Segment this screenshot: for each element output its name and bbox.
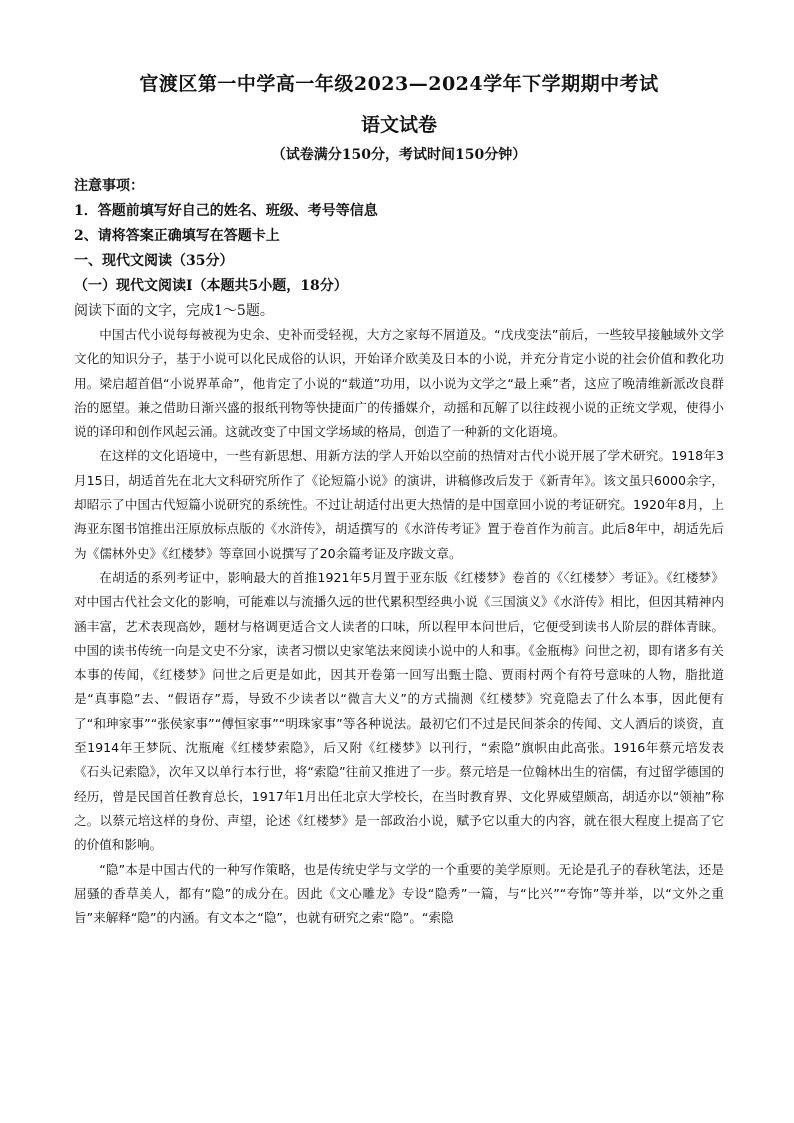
section-instruction: 阅读下面的文字，完成1～5题。	[74, 303, 274, 319]
section-subheading: （一）现代文阅读Ⅰ（本题共5小题，18分）	[74, 278, 348, 294]
notice-item-2: 2、请将答案正确填写在答题卡上	[74, 228, 280, 244]
passage-paragraph-2: 在这样的文化语境中，一些有新思想、用新方法的学人开始以空前的热情对古代小说开展了学术研究。1918年3月15日，胡适首先在北大文科研究所作了《论短篇小说》的演讲，讲稿修改后发于《新青年》。该文虽只6000余字，却昭示了中国古代短篇小说研究的系统性。不过让胡适付出更大热情的是中国章回小说的考证研究。1920年8月，上海亚东图书馆推出汪原放标点版的《水浒传》，胡适撰写的《水浒传考证》置于卷首作为前言。此后8年中，胡适先后为《儒林外史》《红楼梦》等章回小说撰写了20余篇考证及序跋文章。	[74, 448, 724, 561]
notice-heading: 注意事项：	[74, 178, 144, 194]
exam-subject: 语文试卷	[360, 114, 437, 136]
reading-passage	[74, 323, 724, 930]
notice-item-1: 1．答题前填写好自己的姓名、班级、考号等信息	[74, 203, 378, 219]
exam-meta: （试卷满分150分，考试时间150分钟）	[271, 147, 527, 163]
section-heading: 一、现代文阅读（35分）	[74, 253, 234, 269]
passage-paragraph-1: 中国古代小说每每被视为史余、史补而受轻视，大方之家每不屑道及。“戊戌变法”前后，一些较早接触域外文学文化的知识分子，基于小说可以化民成俗的认识，开始译介欧美及日本的小说，并充分肯定小说的社会价值和教化功用。梁启超首倡“小说界革命”，他肯定了小说的“载道”功用，以小说为文学之“最上乘”者，这应了晚清维新派改良群治的愿望。兼之借助日渐兴盛的报纸刊物等快捷面广的传播媒介，动摇和瓦解了以往歧视小说的正统文学观，使得小说的译印和创作风起云涌。这就改变了中国文学场域的格局，创造了一种新的文化语境。	[74, 327, 724, 440]
passage-paragraph-4: “隐”本是中国古代的一种写作策略，也是传统史学与文学的一个重要的美学原则。无论是孔子的春秋笔法，还是屈骚的香草美人，都有“隐”的成分在。因此《文心雕龙》专设“隐秀”一篇，与“比兴”“夸饰”等并举，以“文外之重旨”来解释“隐”的内涵。有文本之“隐”，也就有研究之索“隐”。“索隐	[74, 861, 724, 926]
passage-paragraph-3: 在胡适的系列考证中，影响最大的首推1921年5月置于亚东版《红楼梦》卷首的《〈红楼梦〉考证》。《红楼梦》对中国古代社会文化的影响，可能难以与流播久远的世代累积型经典小说《三国演义》《水浒传》相比，但因其精神内涵丰富，艺术表现高妙，题材与格调更适合文人读者的口味，所以程甲本问世后，它便受到读书人阶层的群体青睐。中国的读书传统一向是文史不分家，读者习惯以史家笔法来阅读小说中的人和事。《金瓶梅》问世之初，即有诸多有关本事的传闻，《红楼梦》问世之后更是如此，因其开卷第一回写出甄士隐、贾雨村两个有符号意味的人物，脂批道是“真事隐”去、“假语存”焉，导致不少读者以“微言大义”的方式揣测《红楼梦》究竟隐去了什么本事，因此便有了“和珅家事”“张侯家事”“傅恒家事”“明珠家事”等各种说法。最初它们不过是民间茶余的传闻、文人酒后的谈资，直至1914年王梦阮、沈瓶庵《红楼梦索隐》，后又附《红楼梦》以刊行，“索隐”旗帜由此高张。1916年蔡元培发表《石头记索隐》，次年又以单行本行世，将“索隐”往前又推进了一步。蔡元培是一位翰林出生的宿儒，有过留学德国的经历，曾是民国首任教育总长，1917年1月出任北京大学校长，在当时教育界、文化界威望颇高，胡适亦以“领袖”称之。以蔡元培这样的身份、声望，论述《红楼梦》是一部政治小说，赋予它以重大的内容，就在很大程度上提高了它的价值和影响。	[74, 569, 724, 853]
exam-title: 官渡区第一中学高一年级2023—2024学年下学期期中考试	[139, 73, 659, 95]
